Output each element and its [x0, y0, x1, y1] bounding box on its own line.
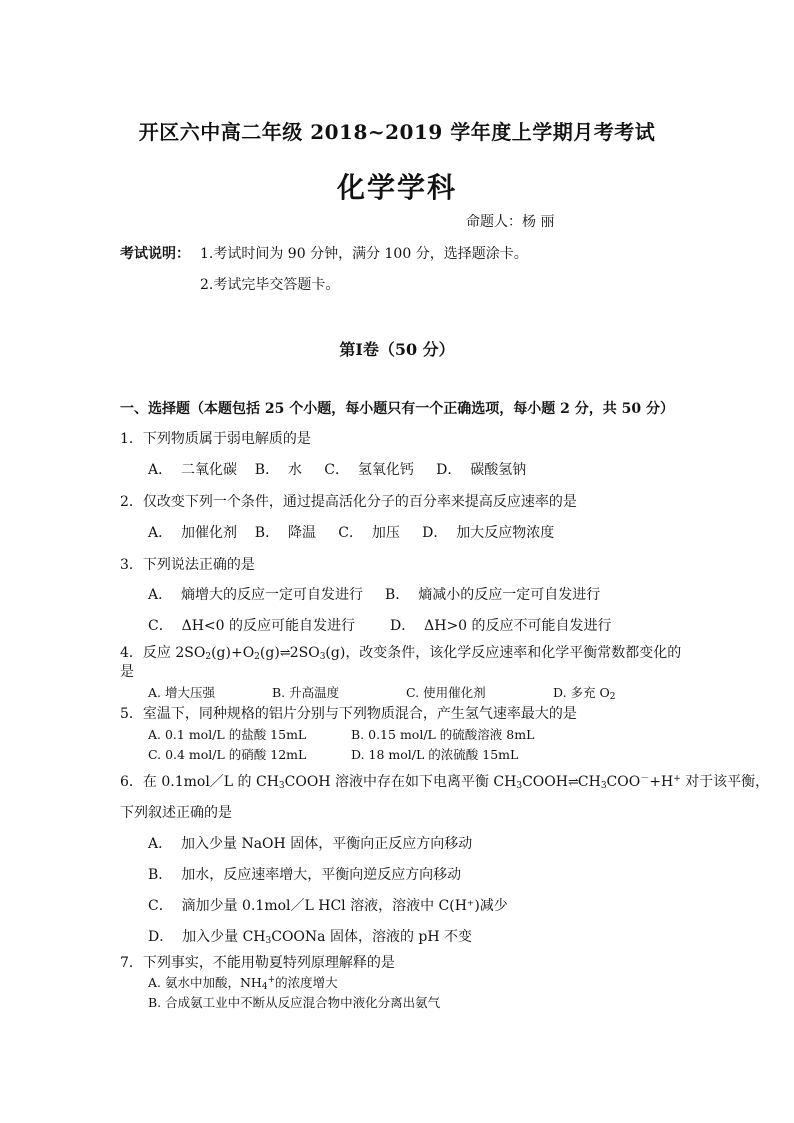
question-3-option-b: B． 熵减小的反应一定可自发进行: [385, 587, 601, 603]
question-6-stem-line-2: 下列叙述正确的是: [120, 805, 232, 821]
question-5-stem: 5．室温下，同种规格的铝片分别与下列物质混合，产生氢气速率最大的是: [120, 706, 577, 722]
question-4-option-d-text: D. 多充 O: [553, 685, 610, 700]
author-line: 命题人：杨 丽: [466, 214, 555, 230]
section-title: 一、选择题（本题包括 25 个小题，每小题只有一个正确选项，每小题 2 分，共 50 分）: [120, 401, 674, 417]
exam-note-2: 2.考试完毕交答题卡。: [200, 277, 340, 293]
question-6-option-c: C． 滴加少量 0.1mol／L HCl 溶液，溶液中 C(H⁺)减少: [148, 898, 508, 914]
question-3-option-d: D． ΔH>0 的反应不可能自发进行: [390, 618, 612, 634]
question-3-option-a: A． 熵增大的反应一定可自发进行: [148, 587, 364, 603]
question-4-stem: 4．反应 $2SO_2(g)+O_2(g)\rightleftharpoons 2SO_3(g)$，改变条件，该化学反应速率和化学平衡常数都变化的: [120, 645, 682, 662]
question-4-stem-prefix: 4．反应 2SO: [120, 645, 206, 661]
question-1-options: A． 二氧化碳 B． 水 C． 氢氧化钙 D． 碳酸氢钠: [148, 462, 527, 478]
question-5-option-b: B. 0.15 mol/L 的硫酸溶液 8mL: [351, 727, 535, 742]
volume-title: 第Ⅰ卷（50 分）: [339, 340, 455, 359]
subject-title: 化学学科: [336, 171, 457, 204]
question-7-option-a-prefix: A. 氨水中加酸，NH: [148, 975, 262, 990]
question-5-option-a: A. 0.1 mol/L 的盐酸 15mL: [148, 727, 307, 742]
question-4-stem-line-2: 是: [120, 664, 134, 680]
question-5-option-c: C. 0.4 mol/L 的硝酸 12mL: [148, 747, 307, 762]
equilibrium-arrow-icon: ⇌: [279, 646, 290, 661]
question-6-stem: 6．在 0.1mol／L 的 $CH_3COOH$ 溶液中存在如下电离平衡 $CH_3COOH\rightleftharpoons CH_3COO^-+H^+$ 对于该平衡，: [120, 774, 770, 791]
question-3-option-c: C． ΔH<0 的反应可能自发进行: [148, 618, 356, 634]
question-2-options: A． 加催化剂 B． 降温 C． 加压 D． 加大反应物浓度: [148, 525, 555, 541]
ionization-arrow-icon: ⇌: [567, 775, 578, 790]
question-3-stem: 3．下列说法正确的是: [120, 557, 255, 573]
question-7-stem: 7．下列事实，不能用勒夏特列原理解释的是: [120, 955, 395, 971]
question-6-stem-prefix: 6．在 0.1mol／L 的 CH: [120, 774, 279, 790]
question-4-stem-suffix: ，改变条件，该化学反应速率和化学平衡常数都变化的: [345, 645, 682, 661]
question-6-option-d-prefix: D． 加入少量 CH: [148, 929, 266, 945]
question-4-option-c: C. 使用催化剂: [406, 685, 486, 700]
exam-note-1: 1.考试时间为 90 分钟，满分 100 分，选择题涂卡。: [200, 246, 528, 262]
exam-title: 开区六中高二年级 2018~2019 学年度上学期月考考试: [138, 120, 656, 144]
question-6-option-d-suffix: COONa 固体，溶液的 pH 不变: [271, 929, 473, 945]
question-2-stem: 2．仅改变下列一个条件，通过提高活化分子的百分率来提高反应速率的是: [120, 494, 577, 510]
question-6-option-b: B． 加水，反应速率增大，平衡向逆反应方向移动: [148, 867, 462, 883]
question-5-option-d: D. 18 mol/L 的浓硫酸 15mL: [351, 747, 519, 762]
question-6-option-a: A． 加入少量 NaOH 固体，平衡向正反应方向移动: [148, 836, 473, 852]
question-7-option-b: B. 合成氨工业中不断从反应混合物中液化分离出氨气: [148, 995, 441, 1010]
question-7-option-a: A. 氨水中加酸，$NH_4^+$的浓度增大: [148, 975, 338, 992]
question-4-option-d: D. 多充 $O_2$: [553, 685, 616, 702]
question-7-option-a-suffix: 的浓度增大: [275, 975, 338, 990]
exam-notes-label: 考试说明：: [120, 246, 190, 262]
question-1-stem: 1．下列物质属于弱电解质的是: [120, 431, 311, 447]
question-6-option-d: D． 加入少量 $CH_3COONa$ 固体，溶液的 pH 不变: [148, 929, 473, 946]
question-4-option-b: B. 升高温度: [272, 685, 340, 700]
question-4-option-a: A. 增大压强: [148, 685, 215, 700]
